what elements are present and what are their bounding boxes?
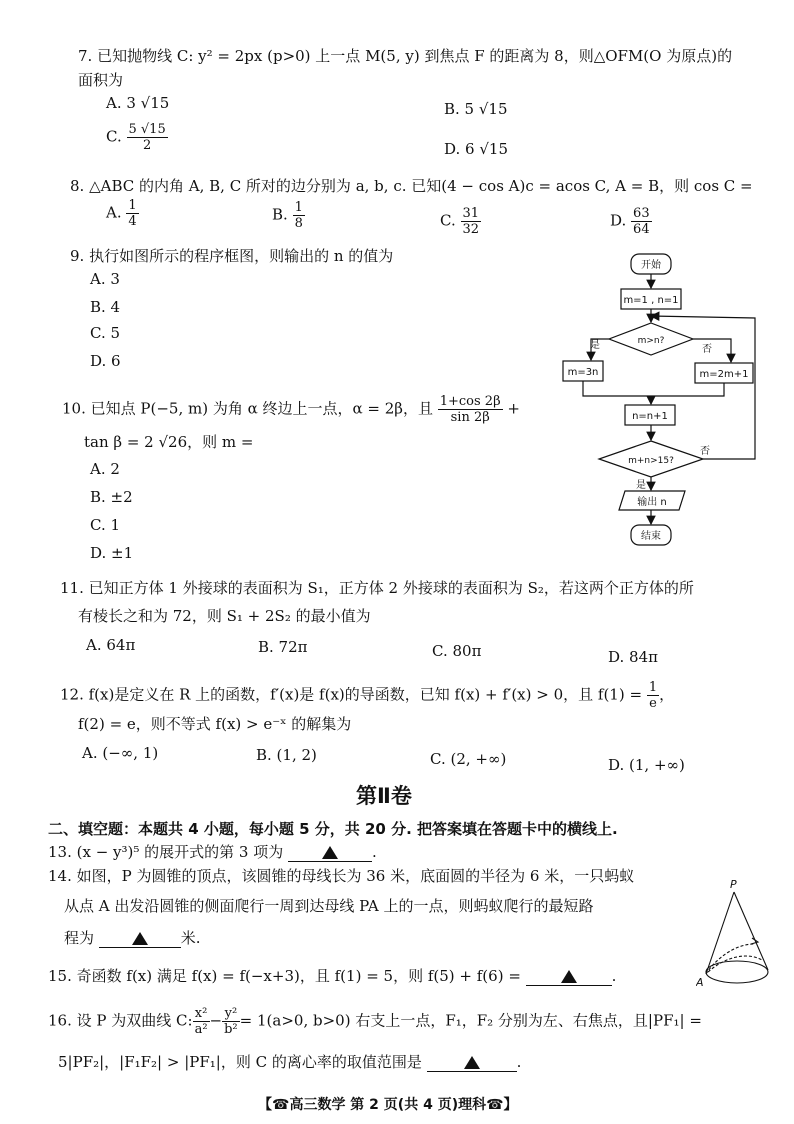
q10-stem-line1: 10. 已知点 P(−5, m) 为角 α 终边上一点，α = 2β，且 $\frac{1+\cos 2\beta}{\sin 2\beta}$ +: [62, 394, 520, 425]
flow-yes1: 是: [590, 340, 600, 351]
cone-apex-label: P: [730, 878, 737, 891]
q12-stem-line2: f(2) = e，则不等式 f(x) > e⁻ˣ 的解集为: [78, 715, 352, 733]
q7-option-a: A. 3 √15: [106, 94, 170, 112]
q14-stem-line3: 程为 米.: [64, 929, 201, 947]
q10-option-b: B. ±2: [90, 488, 133, 506]
q16-stem-line2: 5|PF₂|，|F₁F₂| > |PF₁|，则 C 的离心率的取值范围是 .: [58, 1053, 522, 1071]
q12-stem-line1: 12. f(x)是定义在 R 上的函数，f′(x)是 f(x)的导函数，已知 f(x) + f′(x) > 0，且 f(1) = $\frac{1}{e}$ ，: [60, 680, 675, 711]
q12-option-c: C. (2, +∞): [430, 750, 507, 768]
triangle-icon: [561, 970, 577, 983]
section-instruction: 二、填空题：本题共 4 小题，每小题 5 分，共 20 分. 把答案填在答题卡中的横线上.: [48, 820, 618, 838]
triangle-icon: [464, 1056, 480, 1069]
q11-option-d: D. 84π: [608, 648, 658, 666]
q7-option-b: B. 5 √15: [444, 100, 508, 118]
triangle-icon: [132, 932, 148, 945]
q8-option-a: A. $\frac{1}{4}$: [106, 198, 137, 229]
page-footer: 【☎高三数学 第 2 页(共 4 页)理科☎】: [258, 1097, 518, 1113]
q7-stem-line1: 7. 已知抛物线 C: y² = 2px (p>0) 上一点 M(5, y) 到焦点 F 的距离为 8，则△OFM(O 为原点)的: [78, 47, 733, 65]
q9-option-b: B. 4: [90, 298, 121, 316]
cone-base-label: A: [696, 976, 704, 989]
q11-option-a: A. 64π: [86, 636, 136, 654]
q12-option-b: B. (1, 2): [256, 746, 317, 764]
q10-option-d: D. ±1: [90, 544, 134, 562]
q15-answer-blank[interactable]: [526, 969, 612, 986]
q10-option-a: A. 2: [90, 460, 120, 478]
q14-answer-blank[interactable]: [99, 931, 181, 948]
q8-option-b: B. $\frac{1}{8}$: [272, 200, 303, 231]
flow-end-text: 结束: [641, 531, 661, 542]
q16-answer-blank[interactable]: [427, 1055, 517, 1072]
flow-no1: 否: [702, 344, 712, 355]
flow-init-text: m=1 , n=1: [623, 295, 679, 306]
q13-answer-blank[interactable]: [288, 845, 372, 862]
program-flowchart: [555, 248, 765, 548]
flow-cond2-text: m+n>15?: [628, 456, 674, 466]
q14-stem-line2: 从点 A 出发沿圆锥的侧面爬行一周到达母线 PA 上的一点，则蚂蚁爬行的最短路: [64, 897, 594, 915]
q8-option-d: D. $\frac{63}{64}$: [610, 206, 650, 237]
q11-option-b: B. 72π: [258, 638, 308, 656]
flow-output-text: 输出 n: [637, 497, 667, 508]
q14-stem-line1: 14. 如图，P 为圆锥的顶点，该圆锥的母线长为 36 米，底面圆的半径为 6 米，一只蚂蚁: [48, 867, 635, 885]
q12-option-a: A. (−∞, 1): [82, 744, 159, 762]
q9-option-a: A. 3: [90, 270, 120, 288]
q10-stem-line2: tan β = 2 √26，则 m =: [84, 433, 254, 451]
q10-option-c: C. 1: [90, 516, 121, 534]
flow-no2: 否: [700, 446, 710, 457]
q12-option-d: D. (1, +∞): [608, 756, 685, 774]
flow-yes2: 是: [636, 480, 646, 491]
q7-option-c: C. $\frac{5 √15}{2}$: [106, 122, 166, 153]
q11-stem-line1: 11. 已知正方体 1 外接球的表面积为 S₁，正方体 2 外接球的表面积为 S₂，若这两个正方体的所: [60, 579, 694, 597]
q7-stem-line2: 面积为: [78, 71, 124, 89]
q8-option-c: C. $\frac{31}{32}$: [440, 206, 480, 237]
q9-option-d: D. 6: [90, 352, 121, 370]
cone-right-edge: [734, 892, 768, 970]
q9-option-c: C. 5: [90, 324, 121, 342]
cone-base: [706, 961, 768, 983]
q11-stem-line2: 有棱长之和为 72，则 S₁ + 2S₂ 的最小值为: [78, 607, 371, 625]
q13-stem: 13. (x − y³)⁵ 的展开式的第 3 项为 .: [48, 843, 377, 861]
q7-option-d: D. 6 √15: [444, 140, 508, 158]
q9-stem: 9. 执行如图所示的程序框图，则输出的 n 的值为: [70, 247, 394, 265]
flow-right-text: m=2m+1: [699, 369, 749, 380]
cone-figure: [696, 878, 786, 990]
triangle-icon: [322, 846, 338, 859]
q15-stem: 15. 奇函数 f(x) 满足 f(x) = f(−x+3)，且 f(1) = 5，则 f(5) + f(6) = .: [48, 967, 617, 985]
q8-stem: 8. △ABC 的内角 A, B, C 所对的边分别为 a, b, c. 已知(4 − cos A)c = acos C, A = B，则 cos C =: [70, 177, 753, 195]
flow-start-text: 开始: [641, 260, 661, 271]
flow-cond1-text: m>n?: [637, 336, 665, 346]
q11-option-c: C. 80π: [432, 642, 482, 660]
flow-inc-text: n=n+1: [632, 411, 668, 422]
q16-stem-line1: 16. 设 P 为双曲线 C: $\frac{\text{x²}}{\text{a²}}$ − $\frac{\text{y²}}{\text{b²}}$ = 1(a>0, b>0) 右支上一点，F₁，F₂ 分别为左、右焦点，且|PF₁| =: [48, 1006, 702, 1037]
section-title: 第Ⅱ卷: [356, 784, 412, 808]
flow-left-text: m=3n: [567, 367, 599, 378]
